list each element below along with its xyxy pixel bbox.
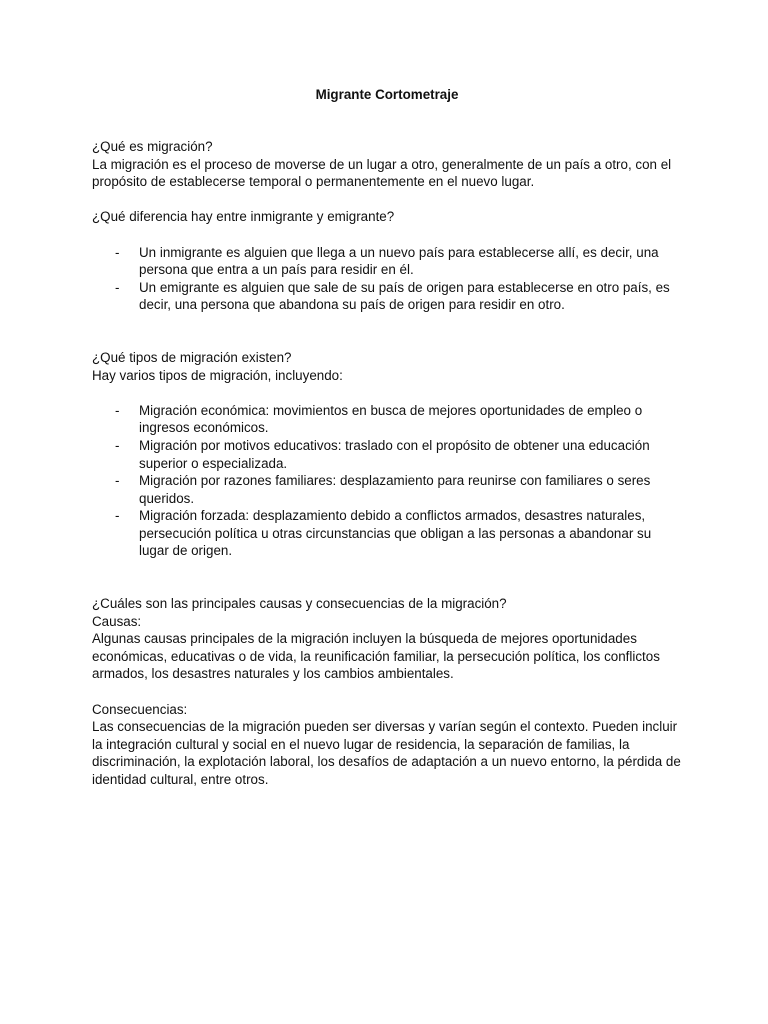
list-item <box>92 402 682 437</box>
list-migration-types <box>92 402 682 560</box>
dash-bullet: - <box>115 402 120 418</box>
dash-bullet: - <box>115 437 120 453</box>
list-item-text: Migración por motivos educativos: traslado con el propósito de obtener una educación superior o especializada. <box>139 437 650 471</box>
question-causes-consequences: ¿Cuáles son las principales causas y consecuencias de la migración? <box>92 596 507 612</box>
question-what-is-migration: ¿Qué es migración? <box>92 139 213 154</box>
causes-label: Causas: <box>92 613 142 629</box>
list-item-text: Migración forzada: desplazamiento debido a conflictos armados, desastres naturales, persecución política u otras circunstancias que obligan a las personas a abandonar su lugar de origen. <box>139 508 652 559</box>
consequences-label: Consecuencias: <box>92 701 188 717</box>
list-immigrant-emigrant <box>92 244 682 314</box>
causes-text: Algunas causas principales de la migración incluyen la búsqueda de mejores oportunidades económicas, educativas o de vida, la reunificación familiar, la persecución política, los conflictos armados, los desastres naturales y los cambios ambientales. <box>92 631 660 682</box>
list-item <box>92 472 682 507</box>
question-migration-types: ¿Qué tipos de migración existen? <box>92 349 292 365</box>
document-title: Migrante Cortometraje <box>315 87 459 102</box>
document-content <box>92 86 682 789</box>
list-item <box>92 279 682 314</box>
migration-types-intro: Hay varios tipos de migración, incluyendo: <box>92 367 343 383</box>
dash-bullet: - <box>115 473 120 489</box>
dash-bullet: - <box>115 279 120 295</box>
question-immigrant-vs-emigrant: ¿Qué diferencia hay entre inmigrante y emigrante? <box>92 209 395 225</box>
list-item-text: Migración económica: movimientos en busca de mejores oportunidades de empleo o ingresos económicos. <box>139 402 643 436</box>
list-item-text: Un inmigrante es alguien que llega a un nuevo país para establecerse allí, es decir, una persona que entra a un país para residir en él. <box>139 244 659 278</box>
consequences-text: Las consecuencias de la migración pueden ser diversas y varían según el contexto. Pueden incluir la integración cultural y social en el nuevo lugar de residencia, la separación de familias, la discriminación, la explotación laboral, los desafíos de adaptación a un nuevo entorno, la pérdida de identidad cultural, entre otros. <box>92 719 681 787</box>
list-item <box>92 507 682 560</box>
list-item-text: Un emigrante es alguien que sale de su país de origen para establecerse en otro país, es decir, una persona que abandona su país de origen para residir en otro. <box>139 279 670 313</box>
list-item-text: Migración por razones familiares: desplazamiento para reunirse con familiares o seres queridos. <box>139 473 651 506</box>
list-item <box>92 437 682 472</box>
list-item <box>92 244 682 279</box>
dash-bullet: - <box>115 244 120 260</box>
dash-bullet: - <box>115 508 120 524</box>
answer-what-is-migration: La migración es el proceso de moverse de un lugar a otro, generalmente de un país a otro, con el propósito de establecerse temporal o permanentemente en el nuevo lugar. <box>92 156 672 190</box>
